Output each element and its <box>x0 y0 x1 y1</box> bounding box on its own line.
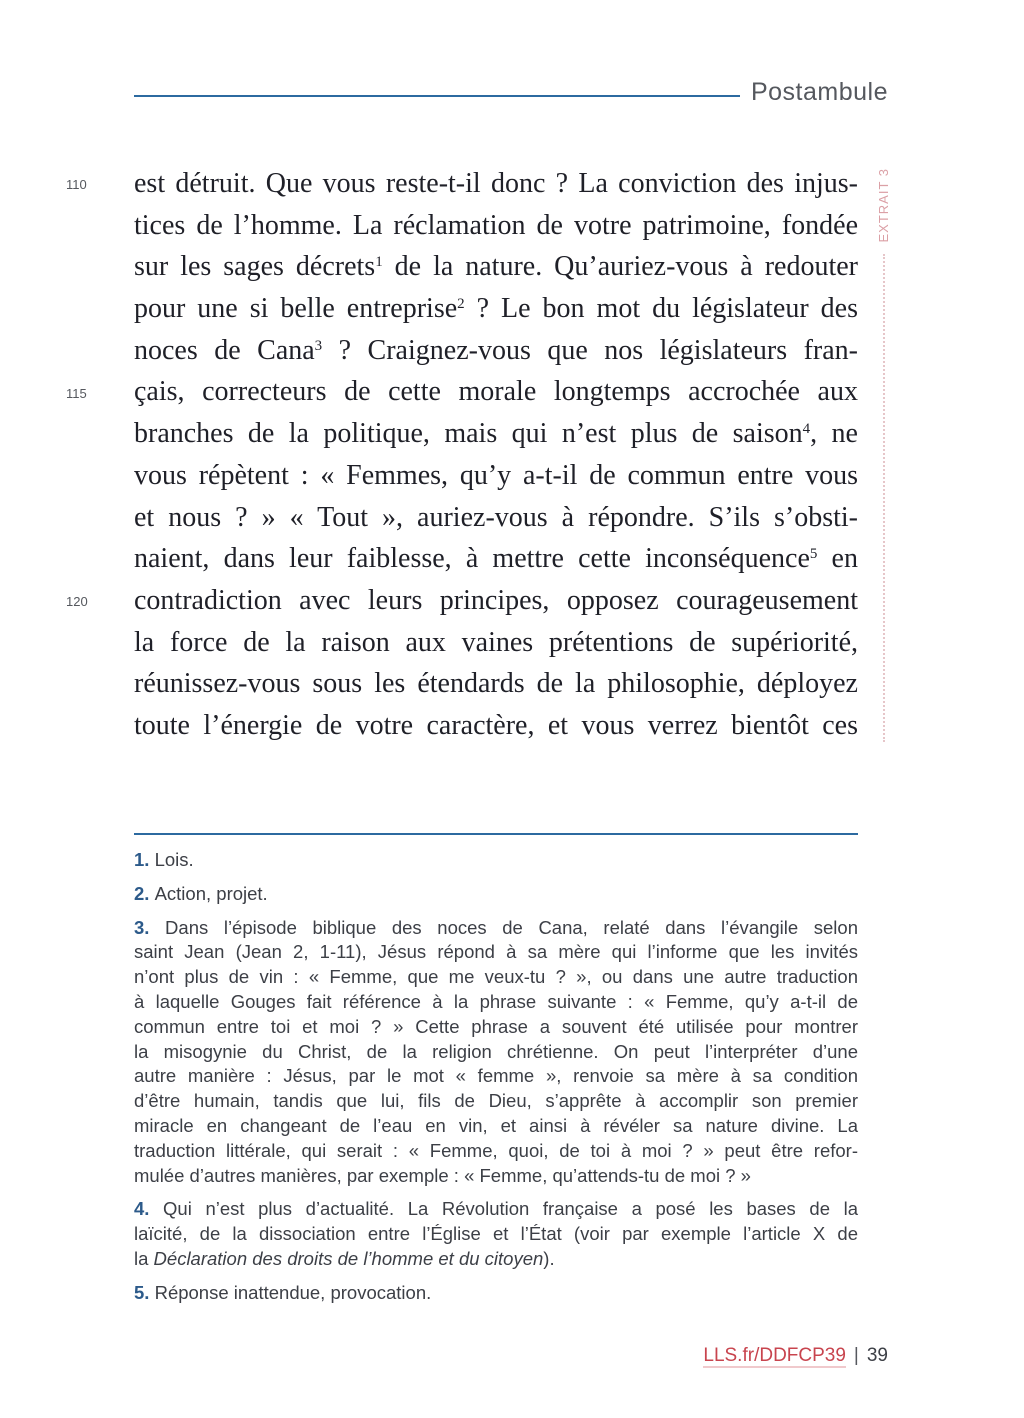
footnote-number: 1. <box>134 849 155 870</box>
text-line: tices de l’homme. La réclamation de votre patrimoine, fondée <box>134 209 858 241</box>
footnote-line: laïcité, de la dissociation entre l’Église et l’État (voir par exemple l’article X de <box>134 1223 858 1245</box>
footnote-number: 3. <box>134 916 166 938</box>
text-line: la force de la raison aux vaines prétentions de supériorité, <box>134 626 858 658</box>
footnote-ref: 1 <box>375 254 383 271</box>
footnote <box>134 1197 858 1271</box>
footnote-line: 5. Réponse inattendue, provocation. <box>134 1281 432 1303</box>
footnote-line: commun entre toi et moi ? » Cette phrase a souvent été utilisée pour montrer <box>134 1015 858 1037</box>
footnote-line: 1. Lois. <box>134 849 194 870</box>
footnote-line: 3. Dans l’épisode biblique des noces de Cana, relaté dans l’évangile selon <box>134 916 858 938</box>
text-line: toute l’énergie de votre caractère, et vous verrez bientôt ces <box>134 709 858 741</box>
footnote-line: autre manière : Jésus, par le mot « femme », renvoie sa mère à sa condition <box>134 1065 858 1087</box>
footnote-number: 2. <box>134 882 155 904</box>
extract-side-label <box>872 168 894 743</box>
header-rule <box>134 95 740 97</box>
footnote <box>134 916 858 1189</box>
running-header-title: Postambule <box>750 78 888 106</box>
line-number-120: 120 <box>66 594 88 609</box>
footnote <box>134 882 858 907</box>
text-line: sur les sages décrets$^1$ de la nature. Qu’auriez-vous à redouter <box>134 251 858 283</box>
extract-label-text: EXTRAIT 3 <box>876 168 891 243</box>
text-line: naient, dans leur faiblesse, à mettre cette inconséquence$^5$ en <box>134 543 858 575</box>
italic-title: Déclaration des droits de l’homme et du citoyen <box>153 1247 544 1269</box>
dotted-margin-line <box>883 254 885 742</box>
footnote-number: 4. <box>134 1198 164 1220</box>
footnote-ref: 3 <box>314 337 323 354</box>
line-number-115: 115 <box>66 386 87 401</box>
text-line: et nous ? » « Tout », auriez-vous à répondre. S’ils s’obsti- <box>134 501 858 533</box>
text-line: réunissez-vous sous les étendards de la philosophie, déployez <box>134 668 858 700</box>
line-number-110: 110 <box>66 177 87 192</box>
footnote <box>134 1281 858 1306</box>
text-line: vous répètent : « Femmes, qu’y a-t-il de commun entre vous <box>134 459 858 491</box>
footnote-line: 4. Qui n’est plus d’actualité. La Révolution française a posé les bases de la <box>134 1198 858 1220</box>
footnote-line: 2. Action, projet. <box>134 882 268 904</box>
text-line: branches de la politique, mais qui n’est plus de saison$^4$, ne <box>134 418 858 450</box>
footnote-line: traduction littérale, qui serait : « Femme, quoi, de toi à moi ? » peut être refor- <box>134 1139 858 1161</box>
footnote-line: mulée d’autres manières, par exemple : « Femme, qu’attends-tu de moi ? » <box>134 1164 751 1186</box>
footnote-line: la Déclaration des droits de l’homme et du citoyen). <box>134 1247 555 1269</box>
footnote-line: à laquelle Gouges fait référence à la phrase suivante : « Femme, qu’y a-t-il de <box>134 990 858 1012</box>
footnote-ref: 4 <box>802 421 811 438</box>
footnote-ref: 2 <box>457 296 465 313</box>
text-line: contradiction avec leurs principes, opposez courageusement <box>134 584 858 616</box>
footnote-line: saint Jean (Jean 2, 1-11), Jésus répond à sa mère qui l’informe que les invités <box>134 941 858 963</box>
footnote-rule <box>134 833 858 835</box>
footer-link[interactable]: LLS.fr/DDFCP39 <box>703 1345 846 1366</box>
footnotes <box>134 848 858 1315</box>
footnote-line: d’être humain, tandis que lui, fils de Dieu, s’apprête à accomplir son premier <box>134 1090 858 1112</box>
page-footer <box>703 1345 888 1367</box>
text-line: est détruit. Que vous reste-t-il donc ? La conviction des injus- <box>134 168 858 199</box>
text-line: noces de Cana$^3$ ? Craignez-vous que nos législateurs fran- <box>134 334 858 366</box>
text-line: pour une si belle entreprise$^2$ ? Le bon mot du législateur des <box>134 293 858 325</box>
footnote-line: la misogynie du Christ, de la religion chrétienne. On peut l’interpréter d’une <box>134 1040 858 1062</box>
text-line: çais, correcteurs de cette morale longtemps accrochée aux <box>134 376 858 408</box>
footnote <box>134 848 858 873</box>
footnote-number: 5. <box>134 1281 155 1303</box>
footnote-line: n’ont plus de vin : « Femme, que me veux-tu ? », ou dans une autre traduction <box>134 966 858 988</box>
page-number: 39 <box>866 1345 888 1366</box>
footer-separator: | <box>853 1345 859 1366</box>
main-text-block <box>134 163 858 747</box>
footnote-line: miracle en changeant de l’eau en vin, et ainsi à révéler sa nature divine. La <box>134 1114 858 1136</box>
footnote-ref: 5 <box>809 546 818 563</box>
